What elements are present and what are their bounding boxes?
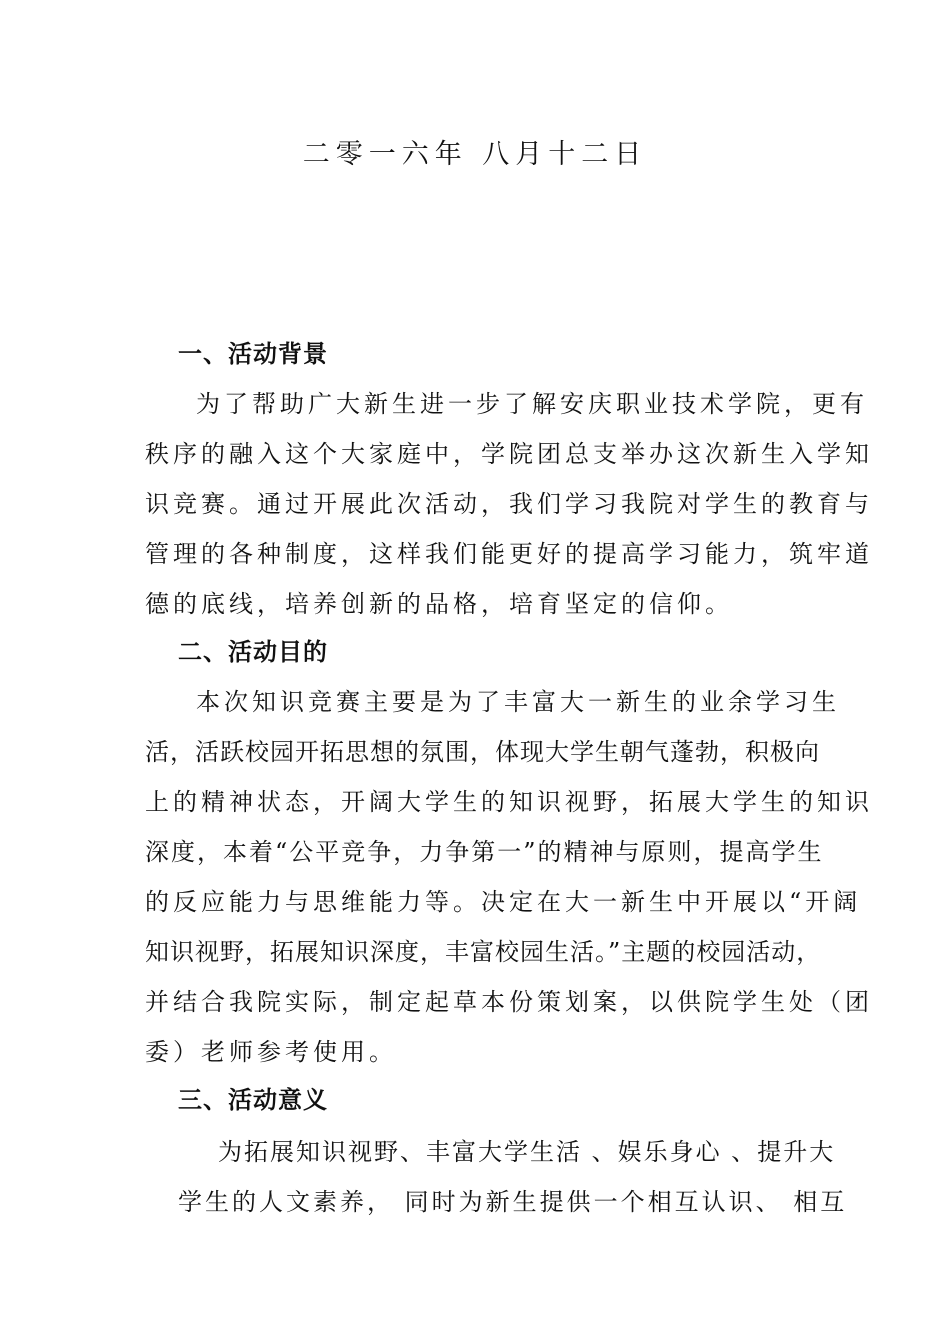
section-2-heading: 二、活动目的	[178, 638, 328, 666]
section-2-line-6: 知识视野，拓展知识深度，丰富校园生活。”主题的校园活动，	[145, 938, 822, 966]
section-1-line-1: 为了帮助广大新生进一步了解安庆职业技术学院，更有	[196, 390, 868, 418]
section-2-line-3: 上的精神状态，开阔大学生的知识视野，拓展大学生的知识	[145, 788, 873, 816]
section-2-line-8: 委）老师参考使用。	[145, 1038, 397, 1066]
section-3-line-1: 为拓展知识视野、丰富大学生活 、娱乐身心 、提升大	[218, 1138, 836, 1166]
section-1-line-5: 德的底线，培养创新的品格，培育坚定的信仰。	[145, 590, 733, 618]
section-3-heading: 三、活动意义	[178, 1086, 328, 1114]
section-2-line-2: 活，活跃校园开拓思想的氛围，体现大学生朝气蓬勃，积极向	[145, 738, 820, 766]
section-2-line-7: 并结合我院实际，制定起草本份策划案，以供院学生处（团	[145, 988, 873, 1016]
section-3-line-2: 学生的人文素养， 同时为新生提供一个相互认识、 相互	[178, 1188, 848, 1216]
section-2-line-4: 深度，本着“公平竞争，力争第一”的精神与原则，提高学生	[145, 838, 824, 866]
document-date: 二零一六年 八月十二日	[302, 139, 648, 170]
section-2-line-5: 的反应能力与思维能力等。决定在大一新生中开展以“开阔	[145, 888, 862, 916]
section-1-line-2: 秩序的融入这个大家庭中，学院团总支举办这次新生入学知	[145, 440, 873, 468]
section-2-line-1: 本次知识竞赛主要是为了丰富大一新生的业余学习生	[196, 688, 840, 716]
section-1-line-3: 识竞赛。通过开展此次活动，我们学习我院对学生的教育与	[145, 490, 873, 518]
section-1-heading: 一、活动背景	[178, 340, 328, 368]
section-1-line-4: 管理的各种制度，这样我们能更好的提高学习能力，筑牢道	[145, 540, 873, 568]
